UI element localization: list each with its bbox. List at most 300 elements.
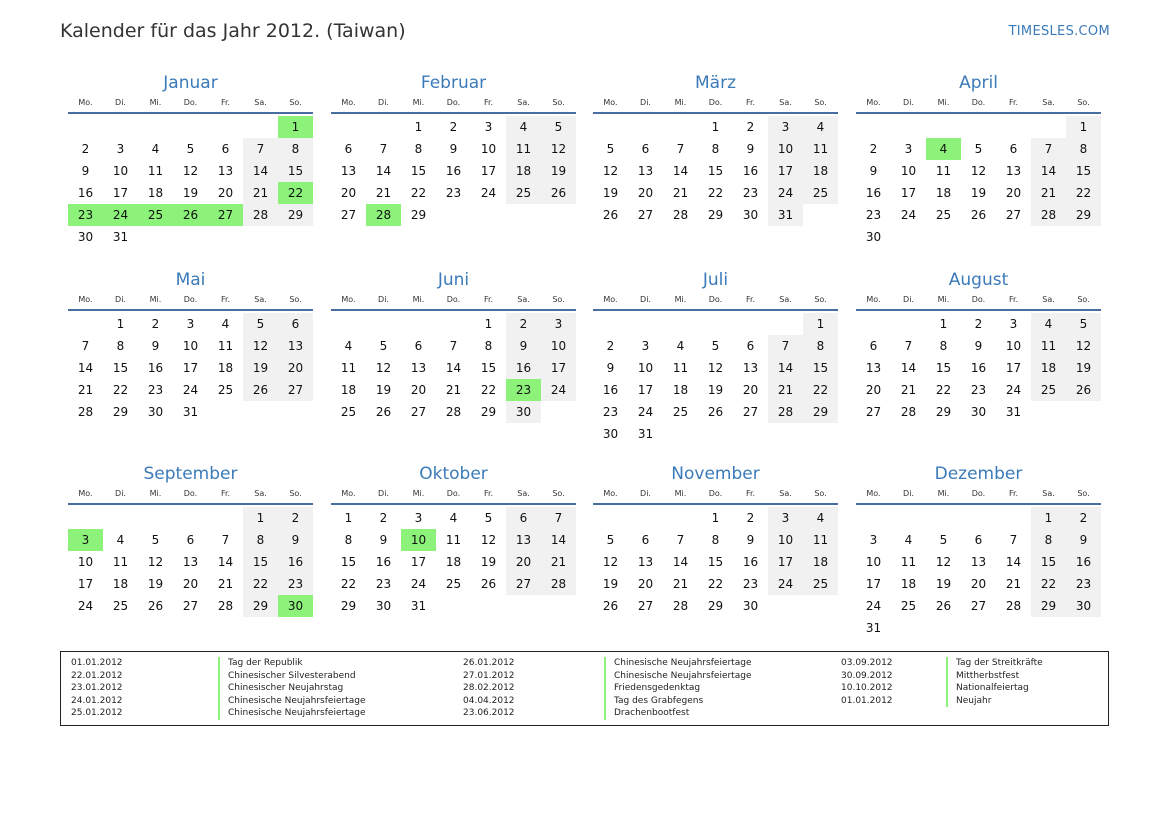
day-cell: 21 bbox=[672, 186, 689, 200]
day-cell: 20 bbox=[865, 383, 882, 397]
weekday-label: Do. bbox=[183, 489, 198, 498]
day-cell: 26 bbox=[480, 577, 497, 591]
day-cell: 7 bbox=[541, 507, 576, 529]
day-cell: 22 bbox=[707, 186, 724, 200]
day-cell: 6 bbox=[641, 142, 650, 156]
day-cell: 21 bbox=[375, 186, 392, 200]
day-cell: 5 bbox=[974, 142, 983, 156]
legend-date: 26.01.2012 bbox=[463, 658, 515, 668]
month-header-rule bbox=[331, 309, 576, 311]
day-cell: 16 bbox=[742, 555, 759, 569]
legend-date: 01.01.2012 bbox=[71, 658, 123, 668]
day-cell: 13 bbox=[410, 361, 427, 375]
day-cell: 31 bbox=[1005, 405, 1022, 419]
day-cell: 23 bbox=[1066, 573, 1101, 595]
day-cell: 1 bbox=[803, 313, 838, 335]
day-cell: 25 bbox=[445, 577, 462, 591]
day-cell: 24 bbox=[900, 208, 917, 222]
weekday-label: Do. bbox=[183, 98, 198, 107]
day-cell: 2 bbox=[506, 313, 541, 335]
day-cell: 3 bbox=[541, 313, 576, 335]
day-cell: 17 bbox=[768, 160, 803, 182]
day-cell: 22 bbox=[935, 383, 952, 397]
day-cell: 13 bbox=[970, 555, 987, 569]
day-cell: 10 bbox=[182, 339, 199, 353]
legend-holiday-name: Tag des Grabfegens bbox=[604, 695, 703, 708]
weekday-label: Mi. bbox=[674, 295, 687, 304]
day-cell: 6 bbox=[974, 533, 983, 547]
day-cell: 30 bbox=[742, 208, 759, 222]
day-cell: 10 bbox=[480, 142, 497, 156]
day-cell: 11 bbox=[217, 339, 234, 353]
legend-holiday-name: Chinesische Neujahrsfeiertage bbox=[218, 695, 365, 708]
day-cell: 11 bbox=[672, 361, 689, 375]
day-cell: 23 bbox=[742, 577, 759, 591]
weekday-label: Fr. bbox=[483, 98, 494, 107]
day-cell: 13 bbox=[182, 555, 199, 569]
day-cell: 11 bbox=[147, 164, 164, 178]
day-cell: 25 bbox=[112, 599, 129, 613]
weekday-label: Di. bbox=[903, 489, 914, 498]
legend-date: 23.06.2012 bbox=[463, 708, 515, 719]
day-cell: 9 bbox=[869, 164, 878, 178]
day-cell: 26 bbox=[602, 208, 619, 222]
day-cell: 15 bbox=[112, 361, 129, 375]
legend-holiday-name: Nationalfeiertag bbox=[946, 682, 1029, 695]
weekday-label: Mo. bbox=[78, 98, 93, 107]
weekday-label: Mi. bbox=[674, 98, 687, 107]
day-cell: 25 bbox=[1031, 379, 1066, 401]
day-cell: 4 bbox=[1031, 313, 1066, 335]
day-cell: 9 bbox=[449, 142, 458, 156]
day-cell: 30 bbox=[77, 230, 94, 244]
day-cell: 1 bbox=[711, 511, 720, 525]
day-cell: 7 bbox=[221, 533, 230, 547]
day-cell: 1 bbox=[711, 120, 720, 134]
day-cell: 19 bbox=[1066, 357, 1101, 379]
day-cell: 25 bbox=[506, 182, 541, 204]
day-cell: 27 bbox=[340, 208, 357, 222]
day-cell: 10 bbox=[900, 164, 917, 178]
weekday-label: Mo. bbox=[603, 295, 618, 304]
weekday-label: Di. bbox=[903, 98, 914, 107]
day-cell: 15 bbox=[243, 551, 278, 573]
day-cell: 11 bbox=[803, 138, 838, 160]
month-header-rule bbox=[856, 503, 1101, 505]
weekday-label: Fr. bbox=[483, 489, 494, 498]
weekday-label: Fr. bbox=[745, 489, 756, 498]
weekday-label: Sa. bbox=[254, 98, 267, 107]
holiday-day-cell: 23 bbox=[68, 204, 103, 226]
day-cell: 4 bbox=[116, 533, 125, 547]
day-cell: 14 bbox=[1031, 160, 1066, 182]
day-cell: 17 bbox=[480, 164, 497, 178]
day-cell: 11 bbox=[445, 533, 462, 547]
holiday-day-cell: 3 bbox=[68, 529, 103, 551]
day-cell: 23 bbox=[147, 383, 164, 397]
weekday-label: Do. bbox=[708, 489, 723, 498]
day-cell: 12 bbox=[970, 164, 987, 178]
day-cell: 26 bbox=[970, 208, 987, 222]
day-cell: 24 bbox=[182, 383, 199, 397]
day-cell: 19 bbox=[935, 577, 952, 591]
month-header-rule bbox=[68, 503, 313, 505]
day-cell: 3 bbox=[768, 507, 803, 529]
weekday-label: Do. bbox=[446, 295, 461, 304]
day-cell: 31 bbox=[768, 204, 803, 226]
day-cell: 15 bbox=[707, 164, 724, 178]
month-header-rule bbox=[331, 503, 576, 505]
weekday-label: Fr. bbox=[220, 295, 231, 304]
day-cell: 18 bbox=[672, 383, 689, 397]
day-cell: 10 bbox=[112, 164, 129, 178]
legend-holiday-name: Mittherbstfest bbox=[946, 670, 1019, 683]
day-cell: 18 bbox=[1031, 357, 1066, 379]
day-cell: 22 bbox=[1066, 182, 1101, 204]
day-cell: 23 bbox=[445, 186, 462, 200]
day-cell: 5 bbox=[151, 533, 160, 547]
day-cell: 27 bbox=[970, 599, 987, 613]
day-cell: 18 bbox=[340, 383, 357, 397]
day-cell: 7 bbox=[676, 142, 685, 156]
day-cell: 12 bbox=[375, 361, 392, 375]
weekday-label: Mo. bbox=[341, 489, 356, 498]
day-cell: 16 bbox=[375, 555, 392, 569]
day-cell: 28 bbox=[1031, 204, 1066, 226]
day-cell: 18 bbox=[900, 577, 917, 591]
day-cell: 1 bbox=[243, 507, 278, 529]
weekday-label: Mo. bbox=[866, 489, 881, 498]
month-name: Dezember bbox=[934, 464, 1023, 484]
legend-holiday-name: Chinesischer Neujahrstag bbox=[218, 682, 343, 695]
day-cell: 26 bbox=[1066, 379, 1101, 401]
month-name: Juli bbox=[702, 270, 729, 290]
day-cell: 8 bbox=[711, 142, 720, 156]
day-cell: 9 bbox=[974, 339, 983, 353]
month-name: September bbox=[143, 464, 238, 484]
weekday-label: Do. bbox=[446, 98, 461, 107]
day-cell: 14 bbox=[672, 555, 689, 569]
day-cell: 5 bbox=[186, 142, 195, 156]
day-cell: 7 bbox=[81, 339, 90, 353]
day-cell: 9 bbox=[379, 533, 388, 547]
day-cell: 18 bbox=[112, 577, 129, 591]
day-cell: 16 bbox=[278, 551, 313, 573]
legend-holiday-name: Tag der Republik bbox=[218, 657, 303, 670]
day-cell: 25 bbox=[900, 599, 917, 613]
day-cell: 18 bbox=[506, 160, 541, 182]
weekday-label: So. bbox=[552, 489, 565, 498]
day-cell: 16 bbox=[970, 361, 987, 375]
day-cell: 17 bbox=[900, 186, 917, 200]
day-cell: 17 bbox=[768, 551, 803, 573]
day-cell: 3 bbox=[768, 116, 803, 138]
day-cell: 22 bbox=[707, 577, 724, 591]
day-cell: 12 bbox=[707, 361, 724, 375]
day-cell: 15 bbox=[803, 357, 838, 379]
day-cell: 20 bbox=[1005, 186, 1022, 200]
month-header-rule bbox=[593, 309, 838, 311]
day-cell: 18 bbox=[445, 555, 462, 569]
day-cell: 21 bbox=[768, 379, 803, 401]
day-cell: 29 bbox=[1031, 595, 1066, 617]
day-cell: 4 bbox=[803, 507, 838, 529]
weekday-label: Di. bbox=[640, 295, 651, 304]
weekday-label: Mi. bbox=[412, 295, 425, 304]
day-cell: 29 bbox=[803, 401, 838, 423]
day-cell: 4 bbox=[803, 116, 838, 138]
brand-link[interactable]: TIMESLES.COM bbox=[1008, 24, 1110, 39]
day-cell: 8 bbox=[1031, 529, 1066, 551]
day-cell: 10 bbox=[637, 361, 654, 375]
day-cell: 12 bbox=[935, 555, 952, 569]
weekday-label: Di. bbox=[115, 98, 126, 107]
day-cell: 17 bbox=[112, 186, 129, 200]
day-cell: 19 bbox=[707, 383, 724, 397]
day-cell: 19 bbox=[147, 577, 164, 591]
weekday-label: So. bbox=[1077, 98, 1090, 107]
day-cell: 24 bbox=[768, 182, 803, 204]
day-cell: 28 bbox=[900, 405, 917, 419]
day-cell: 27 bbox=[865, 405, 882, 419]
day-cell: 10 bbox=[768, 138, 803, 160]
day-cell: 22 bbox=[480, 383, 497, 397]
day-cell: 22 bbox=[1031, 573, 1066, 595]
day-cell: 2 bbox=[151, 317, 160, 331]
day-cell: 14 bbox=[541, 529, 576, 551]
day-cell: 8 bbox=[414, 142, 423, 156]
day-cell: 28 bbox=[672, 208, 689, 222]
day-cell: 30 bbox=[506, 401, 541, 423]
day-cell: 5 bbox=[541, 116, 576, 138]
day-cell: 5 bbox=[711, 339, 720, 353]
day-cell: 7 bbox=[379, 142, 388, 156]
day-cell: 29 bbox=[707, 599, 724, 613]
day-cell: 19 bbox=[602, 577, 619, 591]
weekday-label: Do. bbox=[446, 489, 461, 498]
day-cell: 2 bbox=[379, 511, 388, 525]
day-cell: 11 bbox=[506, 138, 541, 160]
day-cell: 11 bbox=[803, 529, 838, 551]
day-cell: 9 bbox=[606, 361, 615, 375]
day-cell: 11 bbox=[935, 164, 952, 178]
day-cell: 1 bbox=[116, 317, 125, 331]
weekday-label: So. bbox=[814, 98, 827, 107]
day-cell: 20 bbox=[340, 186, 357, 200]
day-cell: 4 bbox=[344, 339, 353, 353]
day-cell: 29 bbox=[112, 405, 129, 419]
day-cell: 17 bbox=[865, 577, 882, 591]
day-cell: 15 bbox=[1031, 551, 1066, 573]
weekday-label: Fr. bbox=[220, 98, 231, 107]
weekday-label: Fr. bbox=[220, 489, 231, 498]
day-cell: 29 bbox=[935, 405, 952, 419]
day-cell: 31 bbox=[112, 230, 129, 244]
weekday-label: Sa. bbox=[1042, 295, 1055, 304]
day-cell: 12 bbox=[602, 164, 619, 178]
month-name: Juni bbox=[437, 270, 470, 290]
day-cell: 10 bbox=[541, 335, 576, 357]
day-cell: 22 bbox=[410, 186, 427, 200]
day-cell: 7 bbox=[676, 533, 685, 547]
day-cell: 3 bbox=[116, 142, 125, 156]
weekday-label: Sa. bbox=[517, 295, 530, 304]
day-cell: 5 bbox=[606, 142, 615, 156]
day-cell: 13 bbox=[506, 529, 541, 551]
day-cell: 16 bbox=[865, 186, 882, 200]
day-cell: 24 bbox=[410, 577, 427, 591]
day-cell: 9 bbox=[278, 529, 313, 551]
legend-date: 24.01.2012 bbox=[71, 695, 123, 706]
weekday-label: Mi. bbox=[149, 98, 162, 107]
day-cell: 12 bbox=[147, 555, 164, 569]
day-cell: 31 bbox=[865, 621, 882, 635]
day-cell: 4 bbox=[506, 116, 541, 138]
day-cell: 8 bbox=[939, 339, 948, 353]
weekday-label: Fr. bbox=[1008, 98, 1019, 107]
weekday-label: Mo. bbox=[341, 98, 356, 107]
day-cell: 14 bbox=[900, 361, 917, 375]
day-cell: 28 bbox=[445, 405, 462, 419]
day-cell: 7 bbox=[768, 335, 803, 357]
day-cell: 30 bbox=[742, 599, 759, 613]
day-cell: 29 bbox=[1066, 204, 1101, 226]
day-cell: 29 bbox=[243, 595, 278, 617]
day-cell: 2 bbox=[606, 339, 615, 353]
day-cell: 25 bbox=[935, 208, 952, 222]
day-cell: 18 bbox=[803, 551, 838, 573]
weekday-label: Mi. bbox=[412, 489, 425, 498]
day-cell: 20 bbox=[182, 577, 199, 591]
day-cell: 21 bbox=[1005, 577, 1022, 591]
day-cell: 23 bbox=[970, 383, 987, 397]
day-cell: 13 bbox=[278, 335, 313, 357]
day-cell: 30 bbox=[970, 405, 987, 419]
holiday-day-cell: 30 bbox=[278, 595, 313, 617]
day-cell: 25 bbox=[672, 405, 689, 419]
day-cell: 13 bbox=[1005, 164, 1022, 178]
day-cell: 8 bbox=[1066, 138, 1101, 160]
day-cell: 7 bbox=[1009, 533, 1018, 547]
weekday-label: Di. bbox=[378, 295, 389, 304]
day-cell: 2 bbox=[746, 511, 755, 525]
day-cell: 26 bbox=[602, 599, 619, 613]
day-cell: 11 bbox=[900, 555, 917, 569]
day-cell: 13 bbox=[865, 361, 882, 375]
day-cell: 29 bbox=[410, 208, 427, 222]
weekday-label: So. bbox=[552, 98, 565, 107]
day-cell: 11 bbox=[112, 555, 129, 569]
weekday-label: Mi. bbox=[149, 489, 162, 498]
month-header-rule bbox=[331, 112, 576, 114]
day-cell: 5 bbox=[243, 313, 278, 335]
day-cell: 30 bbox=[1066, 595, 1101, 617]
weekday-label: Do. bbox=[971, 295, 986, 304]
day-cell: 29 bbox=[480, 405, 497, 419]
legend-holiday-name: Chinesische Neujahrsfeiertage bbox=[604, 657, 751, 670]
day-cell: 14 bbox=[1005, 555, 1022, 569]
day-cell: 19 bbox=[970, 186, 987, 200]
weekday-label: Mo. bbox=[603, 98, 618, 107]
day-cell: 9 bbox=[81, 164, 90, 178]
month-name: Oktober bbox=[419, 464, 488, 484]
month-header-rule bbox=[593, 503, 838, 505]
day-cell: 6 bbox=[186, 533, 195, 547]
day-cell: 3 bbox=[414, 511, 423, 525]
day-cell: 1 bbox=[484, 317, 493, 331]
day-cell: 10 bbox=[768, 529, 803, 551]
day-cell: 17 bbox=[182, 361, 199, 375]
day-cell: 8 bbox=[243, 529, 278, 551]
weekday-label: Fr. bbox=[1008, 489, 1019, 498]
holiday-day-cell: 1 bbox=[278, 116, 313, 138]
weekday-label: So. bbox=[1077, 295, 1090, 304]
weekday-label: Mi. bbox=[937, 98, 950, 107]
day-cell: 15 bbox=[410, 164, 427, 178]
day-cell: 13 bbox=[217, 164, 234, 178]
day-cell: 12 bbox=[541, 138, 576, 160]
legend-holiday-name: Chinesische Neujahrsfeiertage bbox=[218, 707, 365, 720]
day-cell: 15 bbox=[1066, 160, 1101, 182]
weekday-label: Sa. bbox=[517, 98, 530, 107]
day-cell: 20 bbox=[217, 186, 234, 200]
day-cell: 15 bbox=[707, 555, 724, 569]
day-cell: 6 bbox=[641, 533, 650, 547]
day-cell: 5 bbox=[1066, 313, 1101, 335]
day-cell: 18 bbox=[147, 186, 164, 200]
day-cell: 11 bbox=[1031, 335, 1066, 357]
day-cell: 28 bbox=[77, 405, 94, 419]
day-cell: 7 bbox=[904, 339, 913, 353]
month-header-rule bbox=[856, 309, 1101, 311]
day-cell: 14 bbox=[768, 357, 803, 379]
weekday-label: Sa. bbox=[779, 295, 792, 304]
month-name: März bbox=[695, 73, 736, 93]
day-cell: 25 bbox=[217, 383, 234, 397]
day-cell: 25 bbox=[803, 573, 838, 595]
day-cell: 12 bbox=[480, 533, 497, 547]
day-cell: 4 bbox=[221, 317, 230, 331]
day-cell: 6 bbox=[506, 507, 541, 529]
day-cell: 29 bbox=[340, 599, 357, 613]
day-cell: 9 bbox=[1066, 529, 1101, 551]
legend-holiday-name: Tag der Streitkräfte bbox=[946, 657, 1043, 670]
weekday-label: Mo. bbox=[603, 489, 618, 498]
day-cell: 3 bbox=[186, 317, 195, 331]
day-cell: 15 bbox=[278, 160, 313, 182]
day-cell: 24 bbox=[865, 599, 882, 613]
day-cell: 8 bbox=[484, 339, 493, 353]
day-cell: 5 bbox=[379, 339, 388, 353]
day-cell: 23 bbox=[278, 573, 313, 595]
day-cell: 19 bbox=[541, 160, 576, 182]
day-cell: 14 bbox=[445, 361, 462, 375]
day-cell: 27 bbox=[410, 405, 427, 419]
weekday-label: Sa. bbox=[254, 489, 267, 498]
month-name: Februar bbox=[420, 73, 487, 93]
day-cell: 16 bbox=[77, 186, 94, 200]
legend-date: 01.01.2012 bbox=[841, 695, 893, 706]
day-cell: 27 bbox=[182, 599, 199, 613]
legend-date: 27.01.2012 bbox=[463, 670, 515, 681]
day-cell: 26 bbox=[707, 405, 724, 419]
day-cell: 7 bbox=[243, 138, 278, 160]
holiday-day-cell: 25 bbox=[138, 204, 173, 226]
day-cell: 30 bbox=[375, 599, 392, 613]
day-cell: 20 bbox=[278, 357, 313, 379]
day-cell: 22 bbox=[112, 383, 129, 397]
day-cell: 1 bbox=[939, 317, 948, 331]
